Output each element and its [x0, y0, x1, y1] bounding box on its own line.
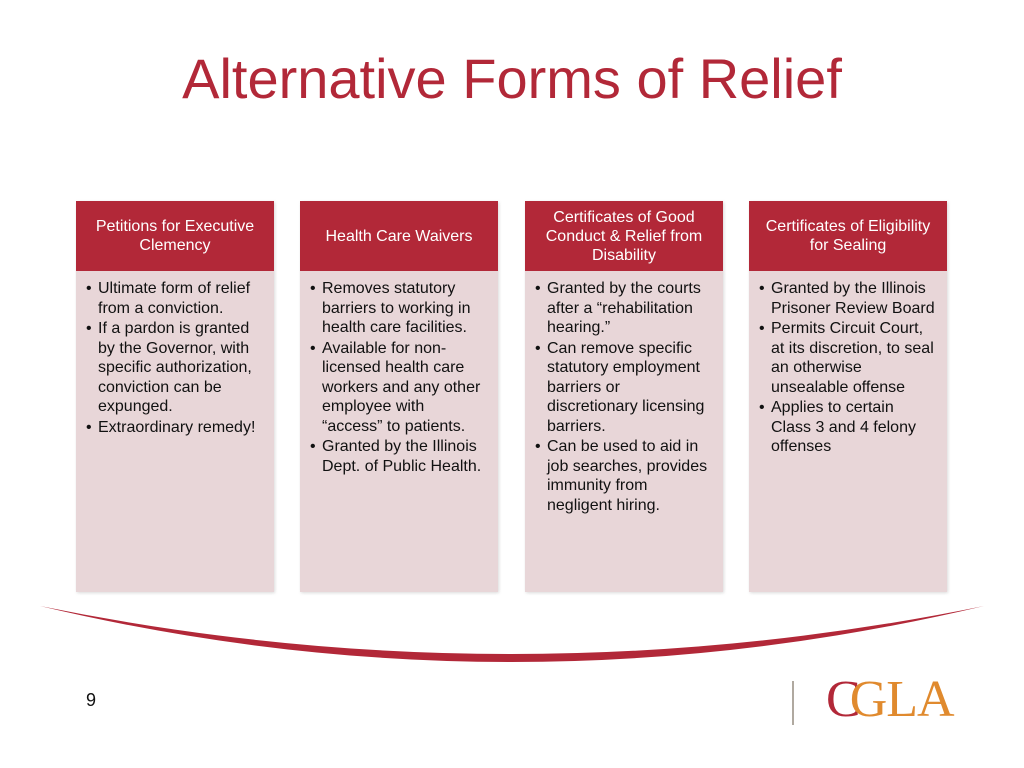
logo-letter-c: C — [826, 671, 860, 728]
bullet-list — [86, 279, 264, 437]
bullet-item: • Granted by the courts after a “rehabilitation hearing.” — [535, 279, 713, 338]
bullet-item: • Extraordinary remedy! — [86, 418, 264, 438]
bullet-list — [759, 279, 937, 457]
bullet-item: • Permits Circuit Court, at its discretion, to seal an otherwise unsealable offense — [759, 319, 937, 397]
card-body — [300, 271, 498, 592]
bullet-item: • Granted by the Illinois Dept. of Public Health. — [310, 437, 488, 476]
card-header: Certificates of Good Conduct & Relief from Disability — [525, 201, 723, 271]
card-good-conduct — [525, 201, 723, 592]
page-number: 9 — [86, 690, 97, 710]
bullet-item: • Removes statutory barriers to working in health care facilities. — [310, 279, 488, 338]
card-eligibility-sealing — [749, 201, 947, 592]
logo-letters-la: LA — [886, 671, 954, 728]
bullet-list — [310, 279, 488, 476]
decorative-arc — [0, 590, 1024, 680]
card-executive-clemency — [76, 201, 274, 592]
bullet-list — [535, 279, 713, 515]
bullet-item: • Ultimate form of relief from a conviction. — [86, 279, 264, 318]
card-header: Petitions for Executive Clemency — [76, 201, 274, 271]
card-header: Certificates of Eligibility for Sealing — [749, 201, 947, 271]
cgla-logo — [826, 668, 954, 732]
logo-divider — [792, 681, 794, 725]
bullet-item: • Applies to certain Class 3 and 4 felony offenses — [759, 398, 937, 457]
bullet-item: • Granted by the Illinois Prisoner Review Board — [759, 279, 937, 318]
bullet-item: • Can be used to aid in job searches, provides immunity from negligent hiring. — [535, 437, 713, 515]
bullet-item: • Available for non-licensed health care workers and any other employee with “access” to patients. — [310, 339, 488, 437]
bullet-item: • Can remove specific statutory employment barriers or discretionary licensing barriers. — [535, 339, 713, 437]
card-header: Health Care Waivers — [300, 201, 498, 271]
logo-letter-g: G — [849, 671, 887, 728]
card-body — [525, 271, 723, 592]
slide-title: Alternative Forms of Relief — [182, 47, 842, 110]
card-body — [76, 271, 274, 592]
card-body — [749, 271, 947, 592]
bullet-item: • If a pardon is granted by the Governor, with specific authorization, conviction can be expunged. — [86, 319, 264, 417]
card-health-care-waivers — [300, 201, 498, 592]
